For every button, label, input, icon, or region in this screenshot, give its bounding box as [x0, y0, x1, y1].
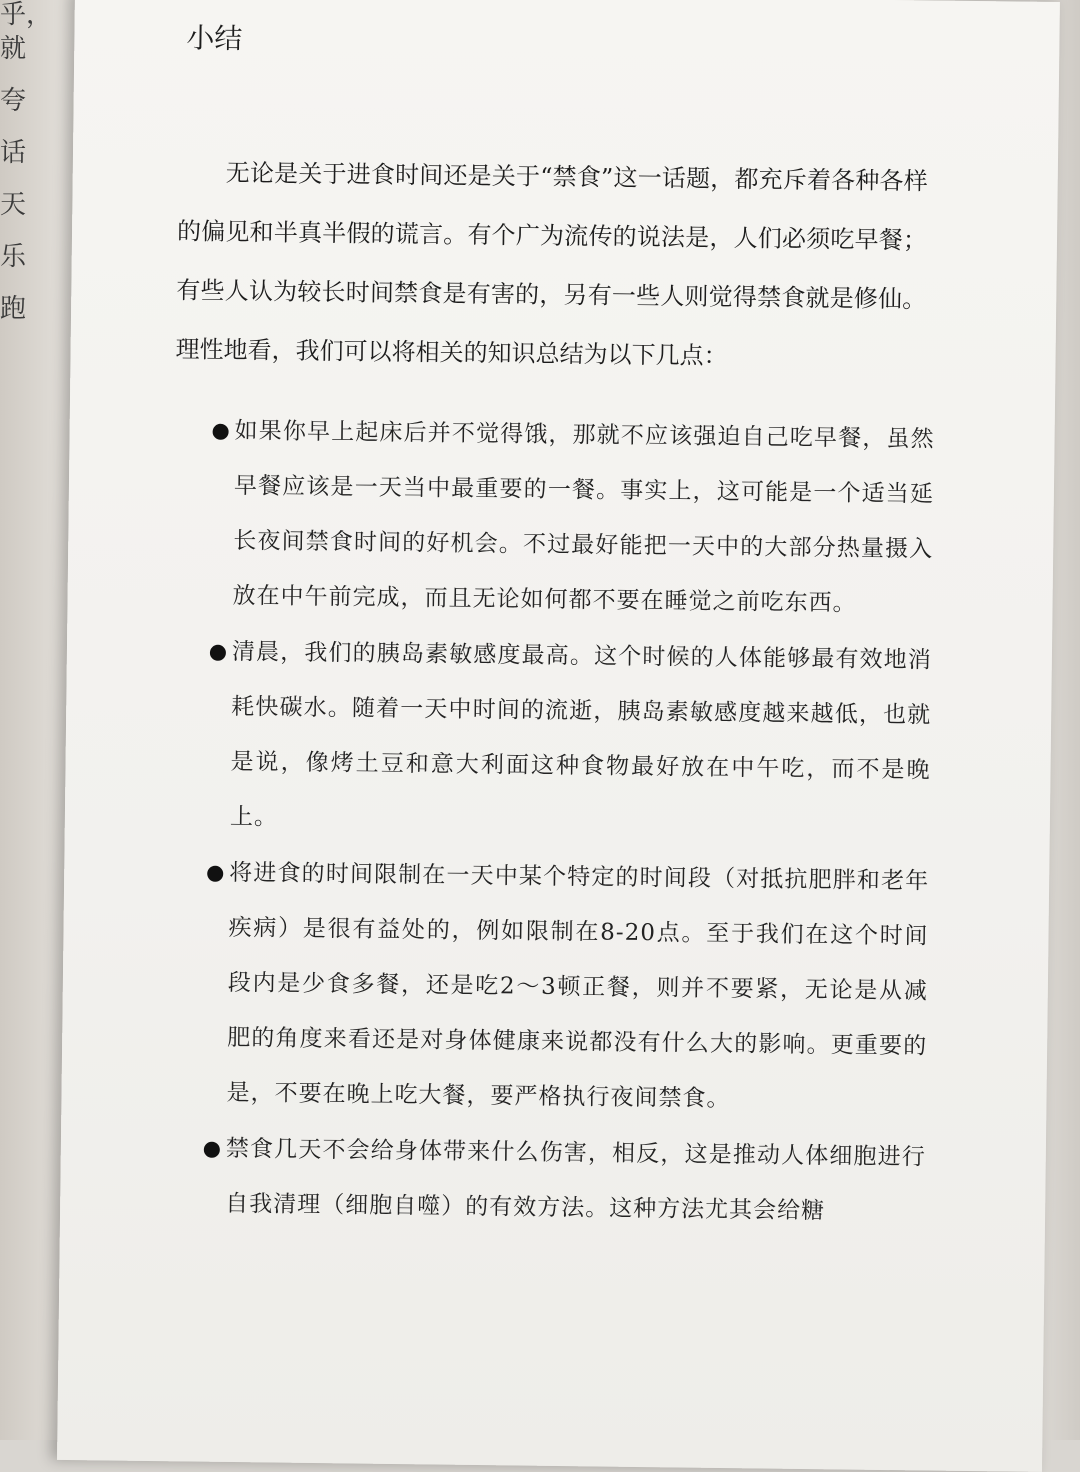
- list-item-text: 清晨，我们的胰岛素敏感度最高。这个时候的人体能够最有效地消耗快碳水。随着一天中时间的流逝，胰岛素敏感度越来越低，也就是说，像烤土豆和意大利面这种食物最好放在中午吃，而不是晚上。: [229, 638, 933, 831]
- bullet-dot-icon: [207, 866, 223, 882]
- edge-fragment: 乎，: [0, 0, 53, 30]
- edge-fragment: 跑: [0, 294, 27, 324]
- summary-list: [203, 404, 935, 1242]
- edge-fragment: 话: [0, 138, 27, 168]
- list-item: [203, 1122, 926, 1241]
- section-title: 小结: [186, 21, 243, 56]
- bullet-dot-icon: [210, 645, 226, 661]
- list-item-text: 如果你早上起床后并不觉得饿，那就不应该强迫自己吃早餐，虽然早餐应该是一天当中最重要的一餐。事实上，这可能是一个适当延长夜间禁食时间的好机会。不过最好能把一天中的大部分热量摄入放在中午前完成，而且无论如何都不要在睡觉之前吃东西。: [232, 417, 935, 617]
- book-page: [57, 0, 1060, 1472]
- edge-fragment: 乐: [0, 242, 27, 272]
- list-item: [204, 846, 929, 1130]
- edge-fragment: 夸: [0, 86, 27, 116]
- list-item: [208, 625, 933, 854]
- intro-paragraph: 无论是关于进食时间还是关于“禁食”这一话题，都充斥着各种各样的偏见和半真半假的谎言。有个广为流传的说法是，人们必须吃早餐；有些人认为较长时间禁食是有害的，另有一些人则觉得禁食就是修仙。理性地看，我们可以将相关的知识总结为以下几点：: [175, 158, 928, 370]
- bullet-dot-icon: [204, 1142, 220, 1158]
- list-item-text: 禁食几天不会给身体带来什么伤害，相反，这是推动人体细胞进行自我清理（细胞自噬）的有效方法。这种方法尤其会给糖: [225, 1135, 926, 1225]
- edge-fragment: 就: [0, 34, 27, 64]
- list-item-text: 将进食的时间限制在一天中某个特定的时间段（对抵抗肥胖和老年疾病）是很有益处的，例如限制在8-20点。至于我们在这个时间段内是少食多餐，还是吃2～3顿正餐，则并不要紧，无论是从减肥的角度来看还是对身体健康来说都没有什么大的影响。更重要的是，不要在晚上吃大餐，要严格执行夜间禁食。: [226, 859, 930, 1113]
- list-item: [210, 404, 935, 633]
- edge-fragment: 天: [0, 190, 27, 220]
- bullet-dot-icon: [213, 424, 229, 440]
